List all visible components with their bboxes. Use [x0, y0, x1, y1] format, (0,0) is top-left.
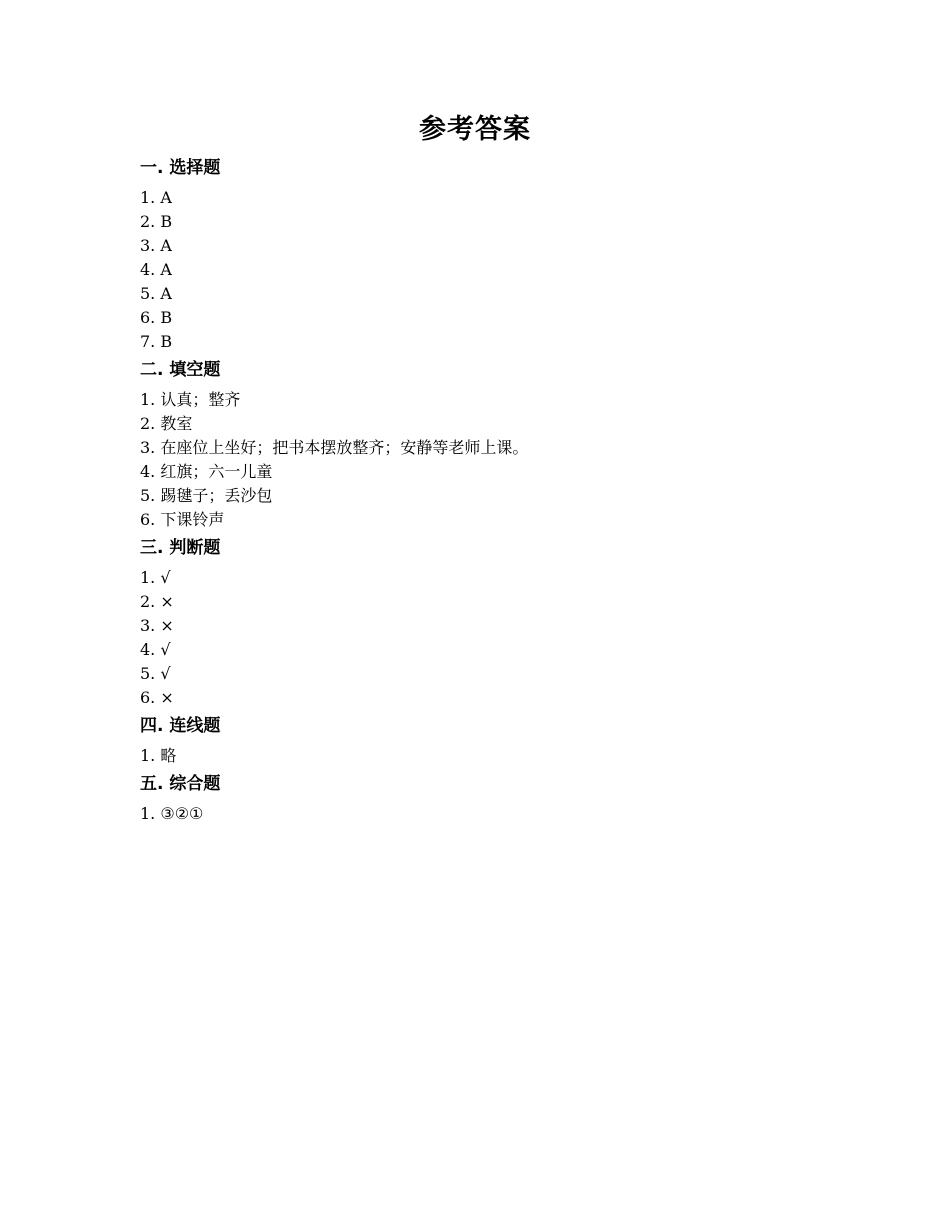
answer-item: 1. √: [140, 568, 171, 587]
answer-list: [140, 186, 810, 354]
section-heading: 三. 判断题: [140, 538, 221, 558]
answer-item: 1. A: [140, 188, 172, 207]
answer-section: [140, 714, 810, 768]
page-title: 参考答案: [419, 114, 531, 145]
answer-item: 2. 教室: [140, 414, 193, 433]
answer-sections: [140, 156, 810, 826]
answer-item: 2. B: [140, 212, 173, 231]
answer-item: 1. ③②①: [140, 804, 204, 823]
answer-item: 5. √: [140, 664, 171, 683]
answer-item: 7. B: [140, 332, 173, 351]
answer-list: [140, 566, 810, 710]
answer-list: [140, 802, 810, 826]
section-heading: 四. 连线题: [140, 716, 221, 736]
answer-item: 1. 略: [140, 746, 177, 765]
section-heading: 二. 填空题: [140, 360, 221, 380]
answer-list: [140, 744, 810, 768]
answer-section: [140, 772, 810, 826]
answer-item: 4. A: [140, 260, 172, 279]
answer-list: [140, 388, 810, 532]
answer-item: 6. 下课铃声: [140, 510, 225, 529]
answer-item: 2. ×: [140, 592, 174, 611]
answer-item: 3. 在座位上坐好；把书本摆放整齐；安静等老师上课。: [140, 438, 529, 457]
answer-item: 5. A: [140, 284, 172, 303]
answer-section: [140, 536, 810, 710]
answer-sheet: [140, 108, 810, 829]
answer-section: [140, 358, 810, 532]
answer-item: 3. ×: [140, 616, 174, 635]
answer-section: [140, 156, 810, 354]
answer-item: 3. A: [140, 236, 172, 255]
answer-item: 1. 认真；整齐: [140, 390, 241, 409]
answer-item: 4. √: [140, 640, 171, 659]
section-heading: 一. 选择题: [140, 158, 221, 178]
answer-item: 6. B: [140, 308, 173, 327]
answer-item: 6. ×: [140, 688, 174, 707]
section-heading: 五. 综合题: [140, 774, 221, 794]
answer-item: 4. 红旗；六一儿童: [140, 462, 273, 481]
answer-item: 5. 踢毽子；丢沙包: [140, 486, 273, 505]
